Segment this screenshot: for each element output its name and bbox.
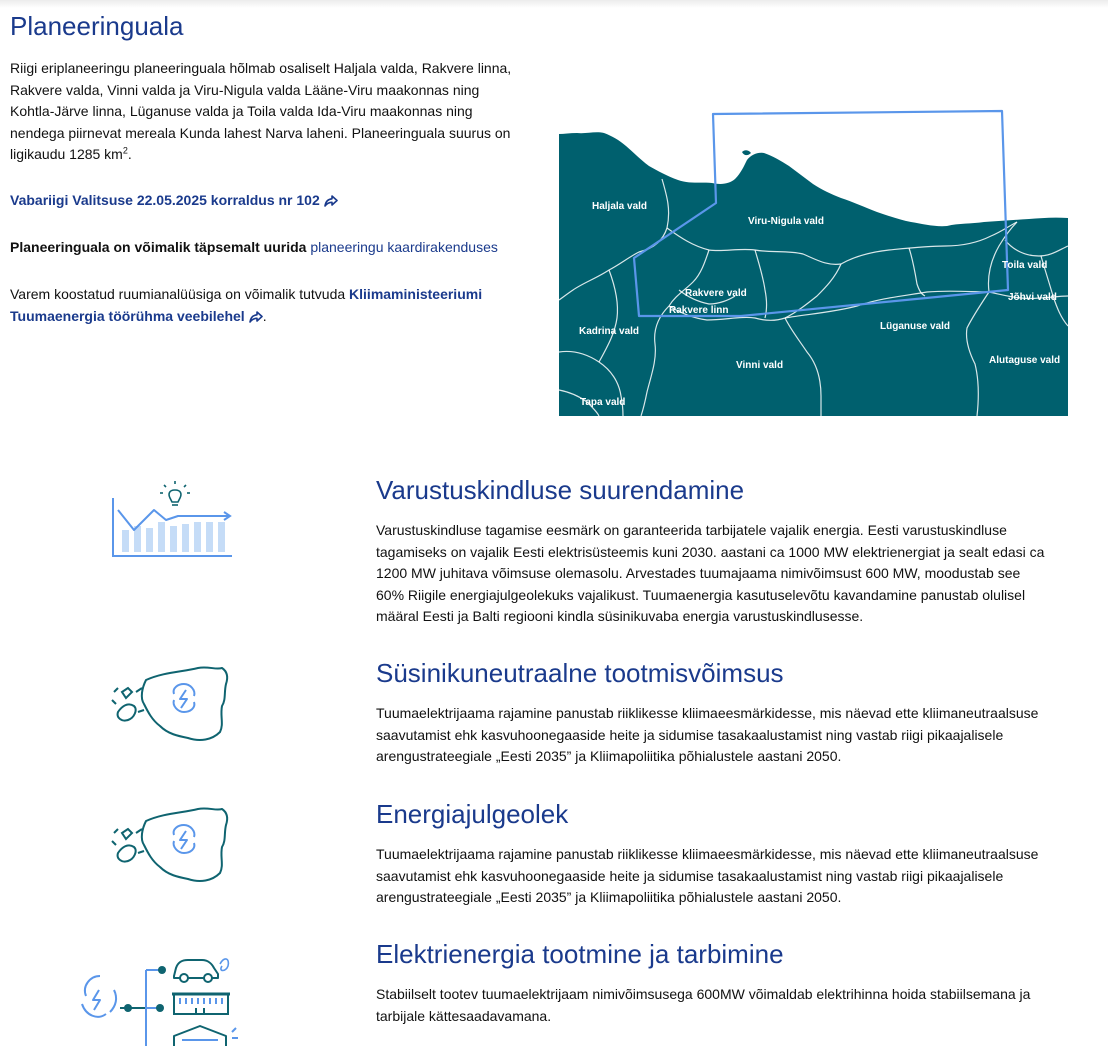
description-period: . — [127, 146, 132, 162]
page-title: Planeeringuala — [10, 11, 184, 41]
section-text-electricity-production — [376, 984, 1066, 1027]
label-toila: Toila vald — [1002, 260, 1048, 271]
section-line: saavutamist ehk kasvuhoonegaaside heite ja sidumise tasakaalustamist ning vastab riigi pikaajalisele — [376, 867, 1004, 884]
decree-link-label: Vabariigi Valitsuse 22.05.2025 korraldus nr 102 — [10, 192, 320, 208]
label-vinni: Vinni vald — [736, 360, 784, 371]
section-line: tagamiseks on vajalik Eesti elektrisüsteemis kuni 2030. aastani ca 1000 MW elektrienergiat ja sealt edasi ca — [376, 543, 1045, 560]
section-title-energy-security: Energiajulgeolek — [376, 799, 569, 829]
map-app-prefix: Planeeringuala on võimalik täpsemalt uurida — [10, 239, 307, 255]
section-line: Tuumaelektrijaama rajamine panustab riiklikesse kliimaeesmärkidesse, mis näevad ette kliimaneutraalsuse — [376, 705, 1039, 721]
label-johvi: Jõhvi vald — [1008, 292, 1057, 303]
map-app-link[interactable]: planeeringu kaardirakenduses — [310, 239, 498, 255]
share-arrow-icon — [324, 195, 338, 207]
lightbulb-chart-icon — [108, 480, 236, 560]
map-app-paragraph — [10, 237, 498, 259]
analysis-link-line2: Tuumaenergia töörühma veebilehel — [10, 307, 245, 324]
planning-area-map[interactable] — [559, 100, 1068, 416]
section-line: määral Eesti ja Balti regiooni kindla süsinikuvaba energia varustuskindlusesse. — [376, 608, 864, 624]
top-shadow — [0, 0, 1108, 8]
analysis-suffix: . — [262, 307, 267, 324]
label-tapa: Tapa vald — [580, 397, 626, 408]
label-kadrina: Kadrina vald — [579, 326, 640, 337]
estonia-map-energy-icon — [108, 662, 236, 746]
estonia-map-energy-icon — [108, 803, 236, 887]
planning-area-description — [10, 58, 522, 166]
section-line: Stabiilselt tootev tuumaelektrijaam nimivõimsusega 600MW võimaldab elektrihinna hoida stabiilsemana ja — [376, 986, 1031, 1002]
label-alutaguse: Alutaguse vald — [989, 355, 1061, 366]
section-title-electricity-production: Elektrienergia tootmine ja tarbimine — [376, 939, 784, 969]
section-line: 60% Riigile energiajulgeolekuks vajalikust. Tuumaenergia kasutuselevõtu kavandamine panustab olulisel — [376, 586, 1026, 603]
decree-link[interactable] — [10, 192, 338, 208]
description-text: Riigi eriplaneeringu planeeringuala hõlmab osaliselt Haljala valda, Rakvere linna, Rakvere valda, Vinni valda ja Viru-Nigula valda Lääne-Viru maakonnas ning Kohtla-Järve linna, Lüganuse valda ja Toila valda Ida-Viru maakonnas ning nendega piirnevat mereala Kunda lahest Narva laheni. Planeeringuala suurus on ligikaudu 1285 km — [10, 60, 512, 162]
analysis-link-line1: Kliimaministeeriumi — [349, 286, 483, 302]
section-text-carbon-neutral — [376, 703, 1066, 768]
section-title-carbon-neutral: Süsinikuneutraalne tootmisvõimsus — [376, 658, 784, 688]
label-rakvere-vald: Rakvere vald — [685, 288, 747, 299]
section-text-energy-security — [376, 844, 1066, 909]
label-viru-nigula: Viru-Nigula vald — [748, 216, 824, 227]
label-haljala: Haljala vald — [592, 201, 648, 212]
section-text-security-of-supply — [376, 520, 1066, 628]
section-line: saavutamist ehk kasvuhoonegaaside heite ja sidumise tasakaalustamist ning vastab riigi pikaajalisele — [376, 726, 1004, 743]
share-arrow-icon — [249, 311, 263, 323]
section-title-security-of-supply: Varustuskindluse suurendamine — [376, 475, 745, 505]
analysis-paragraph — [10, 284, 530, 327]
section-line: Tuumaelektrijaama rajamine panustab riiklikesse kliimaeesmärkidesse, mis näevad ette kliimaneutraalsuse — [376, 846, 1039, 862]
section-line: 1200 MW juhitava võimsuse olemasolu. Arvestades tuumajaama nimivõimsust 600 MW, moodustab see — [376, 565, 1021, 581]
area-unit-superscript: 2 — [122, 145, 128, 156]
label-luganuse: Lüganuse vald — [880, 321, 951, 332]
section-line: arengustrateegiale „Eesti 2035” ja Kliimapoliitika põhialustele aastani 2050. — [376, 748, 842, 764]
label-rakvere-linn: Rakvere linn — [669, 305, 729, 316]
analysis-prefix: Varem koostatud ruumianalüüsiga on võimalik tutvuda — [10, 286, 346, 302]
decree-paragraph — [10, 190, 338, 212]
section-line: arengustrateegiale „Eesti 2035” ja Kliimapoliitika põhialustele aastani 2050. — [376, 889, 842, 905]
energy-distribution-icon — [72, 946, 252, 1046]
section-line: tarbijale kättesaadavamana. — [376, 1007, 552, 1024]
section-line: Varustuskindluse tagamise eesmärk on garanteerida tarbijatele vajalik energia. Eesti varustuskindluse — [376, 522, 1007, 538]
